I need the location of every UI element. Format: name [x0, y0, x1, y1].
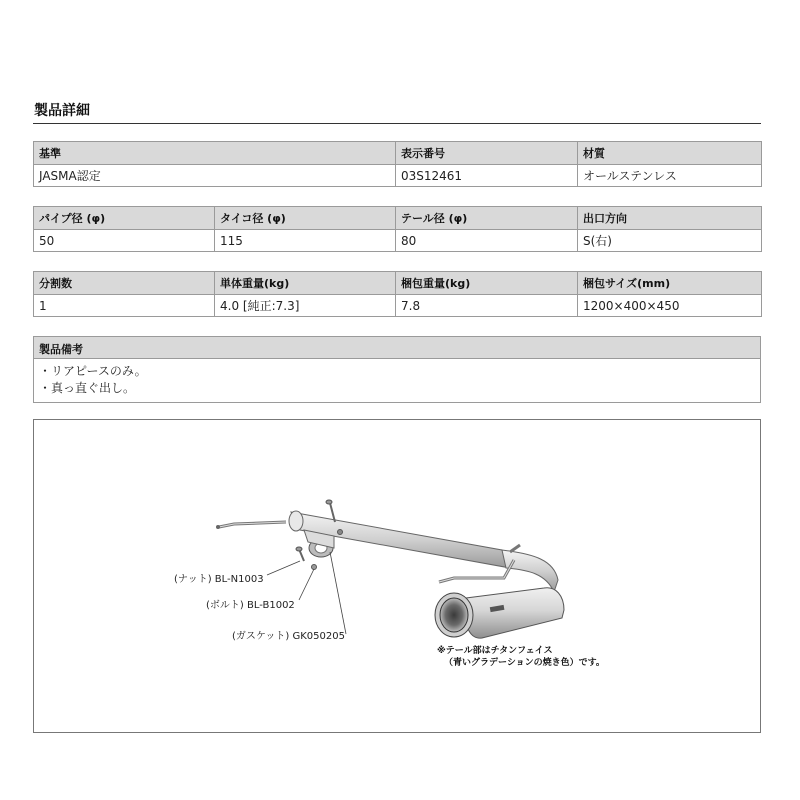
header-standard: 基準 [34, 142, 396, 165]
value-muffler-diameter: 115 [215, 230, 396, 252]
label-gasket: (ガスケット) GK050205 [232, 631, 345, 642]
section-title: 製品詳細 [34, 103, 90, 119]
label-nut: (ナット) BL-N1003 [174, 574, 264, 585]
header-exit-direction: 出口方向 [578, 207, 762, 230]
muffler-illustration [34, 420, 760, 732]
value-package-size: 1200×400×450 [578, 295, 762, 317]
value-material: オールステンレス [578, 165, 762, 187]
header-package-size: 梱包サイズ(mm) [578, 272, 762, 295]
label-bolt: (ボルト) BL-B1002 [206, 600, 295, 611]
nut [338, 530, 343, 535]
value-pipe-diameter: 50 [34, 230, 215, 252]
bolt-lower [296, 547, 304, 561]
value-display-number: 03S12461 [396, 165, 578, 187]
value-package-weight: 7.8 [396, 295, 578, 317]
value-tail-diameter: 80 [396, 230, 578, 252]
spec-table-diameters [33, 206, 762, 252]
notes-body [33, 359, 761, 403]
exhaust-diagram [33, 419, 761, 733]
tail-note-line-2: （青いグラデーションの焼き色）です。 [444, 658, 605, 668]
value-exit-direction: S(右) [578, 230, 762, 252]
muffler-body [465, 588, 564, 638]
tail-note-line-1: ※テール部はチタンフェイス [437, 646, 553, 656]
product-notes [33, 336, 761, 403]
header-tail-diameter: テール径 (φ) [396, 207, 578, 230]
notes-header: 製品備考 [33, 336, 761, 359]
note-line: ・リアピースのみ。 [39, 364, 147, 378]
header-pipe-diameter: パイプ径 (φ) [34, 207, 215, 230]
spec-table-standard [33, 141, 762, 187]
header-muffler-diameter: タイコ径 (φ) [215, 207, 396, 230]
washer [312, 565, 317, 570]
header-package-weight: 梱包重量(kg) [396, 272, 578, 295]
value-unit-weight: 4.0 [純正:7.3] [215, 295, 396, 317]
header-pieces: 分割数 [34, 272, 215, 295]
title-divider [33, 123, 761, 124]
header-unit-weight: 単体重量(kg) [215, 272, 396, 295]
tail-tip [435, 593, 473, 637]
front-hanger [216, 522, 286, 529]
header-material: 材質 [578, 142, 762, 165]
value-standard: JASMA認定 [34, 165, 396, 187]
rear-bend [502, 550, 558, 592]
spec-table-weights [33, 271, 762, 317]
note-line: ・真っ直ぐ出し。 [39, 381, 136, 395]
value-pieces: 1 [34, 295, 215, 317]
header-display-number: 表示番号 [396, 142, 578, 165]
leader-lines [267, 552, 346, 634]
